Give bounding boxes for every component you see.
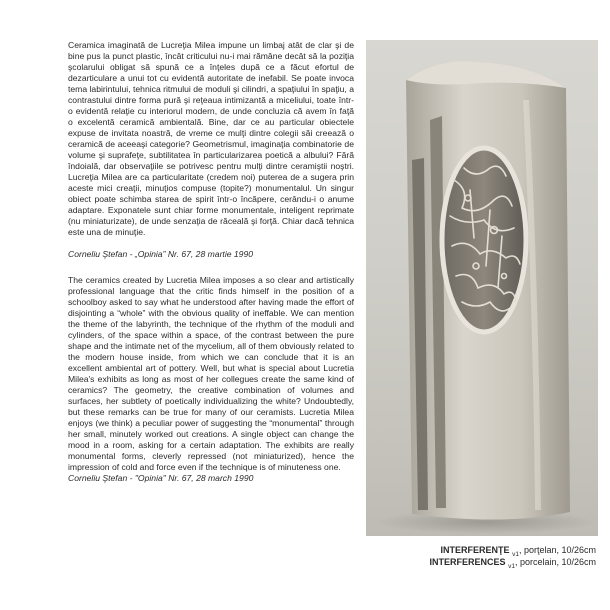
- caption-english: INTERFERENCES $_{v1}$, porcelain, 10/26cm: [429, 557, 596, 570]
- sculpture-photo: [366, 40, 598, 536]
- english-citation: Corneliu Ştefan - "Opinia" Nr. 67, 28 march 1990: [68, 473, 254, 483]
- romanian-citation: Corneliu Ştefan - „Opinia” Nr. 67, 28 martie 1990: [68, 249, 254, 259]
- porcelain-sculpture-image: [366, 40, 598, 536]
- text-column: [68, 40, 354, 484]
- english-paragraph: The ceramics created by Lucretia Milea imposes a so clear and artistically professional language that the critic finds himself in the position of a schoolboy asked to say what he understood after having made the effort of disjointing a “whole” with the obvious quality of ineffable. We can mention the theme of the labyrinth, the technique of the rhythm of the moduli and cylinders, of the space within a space, of the contrast between the pure shape and the intimate net of the mycelium, all of them obviously related to the modern house inside, from which we can conclude that it is an excellent ambiental art of pottery. Well, but what is special about Lucretia Milea's exhibits as long as most of her collegues create the same kind of ceramics? The geometry, the creative combination of volumes and surfaces, her subtlety of poetically individualizing the white? Undoubtedly, but these remarks can be true for many of our ceramists. Lucretia Milea enjoys (we think) a peculiar power of suggesting the “monumental” through her small, minutely worked out creations. A single object can change the mood in a room, asking for a certain adaptation. The exhibits are really monumental forms, cleverly repressed (not miniaturized), hence the impression of cold and force even if the technique is of minuteness one.: [68, 275, 354, 472]
- caption-romanian: INTERFERENŢE $_{v1}$, porţelan, 10/26cm: [440, 545, 596, 558]
- romanian-paragraph: Ceramica imaginată de Lucreţia Milea impune un limbaj atât de clar şi de bine pus la punct plastic, încât criticului nu-i mai rămâne decât să la poziţia şcolarului obligat să spună ce a înţeles după ce a făcut efortul de dezarticulare a unui tot cu evidentă autoritate de inefabil. Se poate invoca tema labirintului, tehnica ritmului de moduli şi cilindri, a spaţiului în spaţiu, a contrastului dintre forma pură şi reţeaua intimizantă a miceliului, toate într-o evidentă relaţie cu interiorul modern, de unde concluzia că avem în faţă o excelentă ceramică ambientală. Bine, dar ce au particular obiectele expuse de invitata noastră, de vreme ce mulţi dintre colegii săi creează o ceramică de aceeaşi categorie? Geometrismul, imaginaţia combinatorie de volume şi suprafeţe, subtilitatea în particularizarea poetică a albului? Fără îndoială, dar observaţiile se potrivesc pentru mulţi dintre ceramiştii noştri. Lucreţia Milea are ca particularitate (credem noi) puterea de a sugera prin aceste mici creaţii, minuţios compuse (topite?) monumentalul. Un singur obiect poate schimba starea de spirit într-o încăpere, cerându-i o anume adaptare. Exponatele sunt chiar forme monumentale, inteligent reprimate (nu miniaturizate), de unde senzaţia de răceală şi forţă. Chiar dacă tehnica este una de minuţie.: [68, 40, 354, 237]
- artwork-caption: [430, 544, 596, 568]
